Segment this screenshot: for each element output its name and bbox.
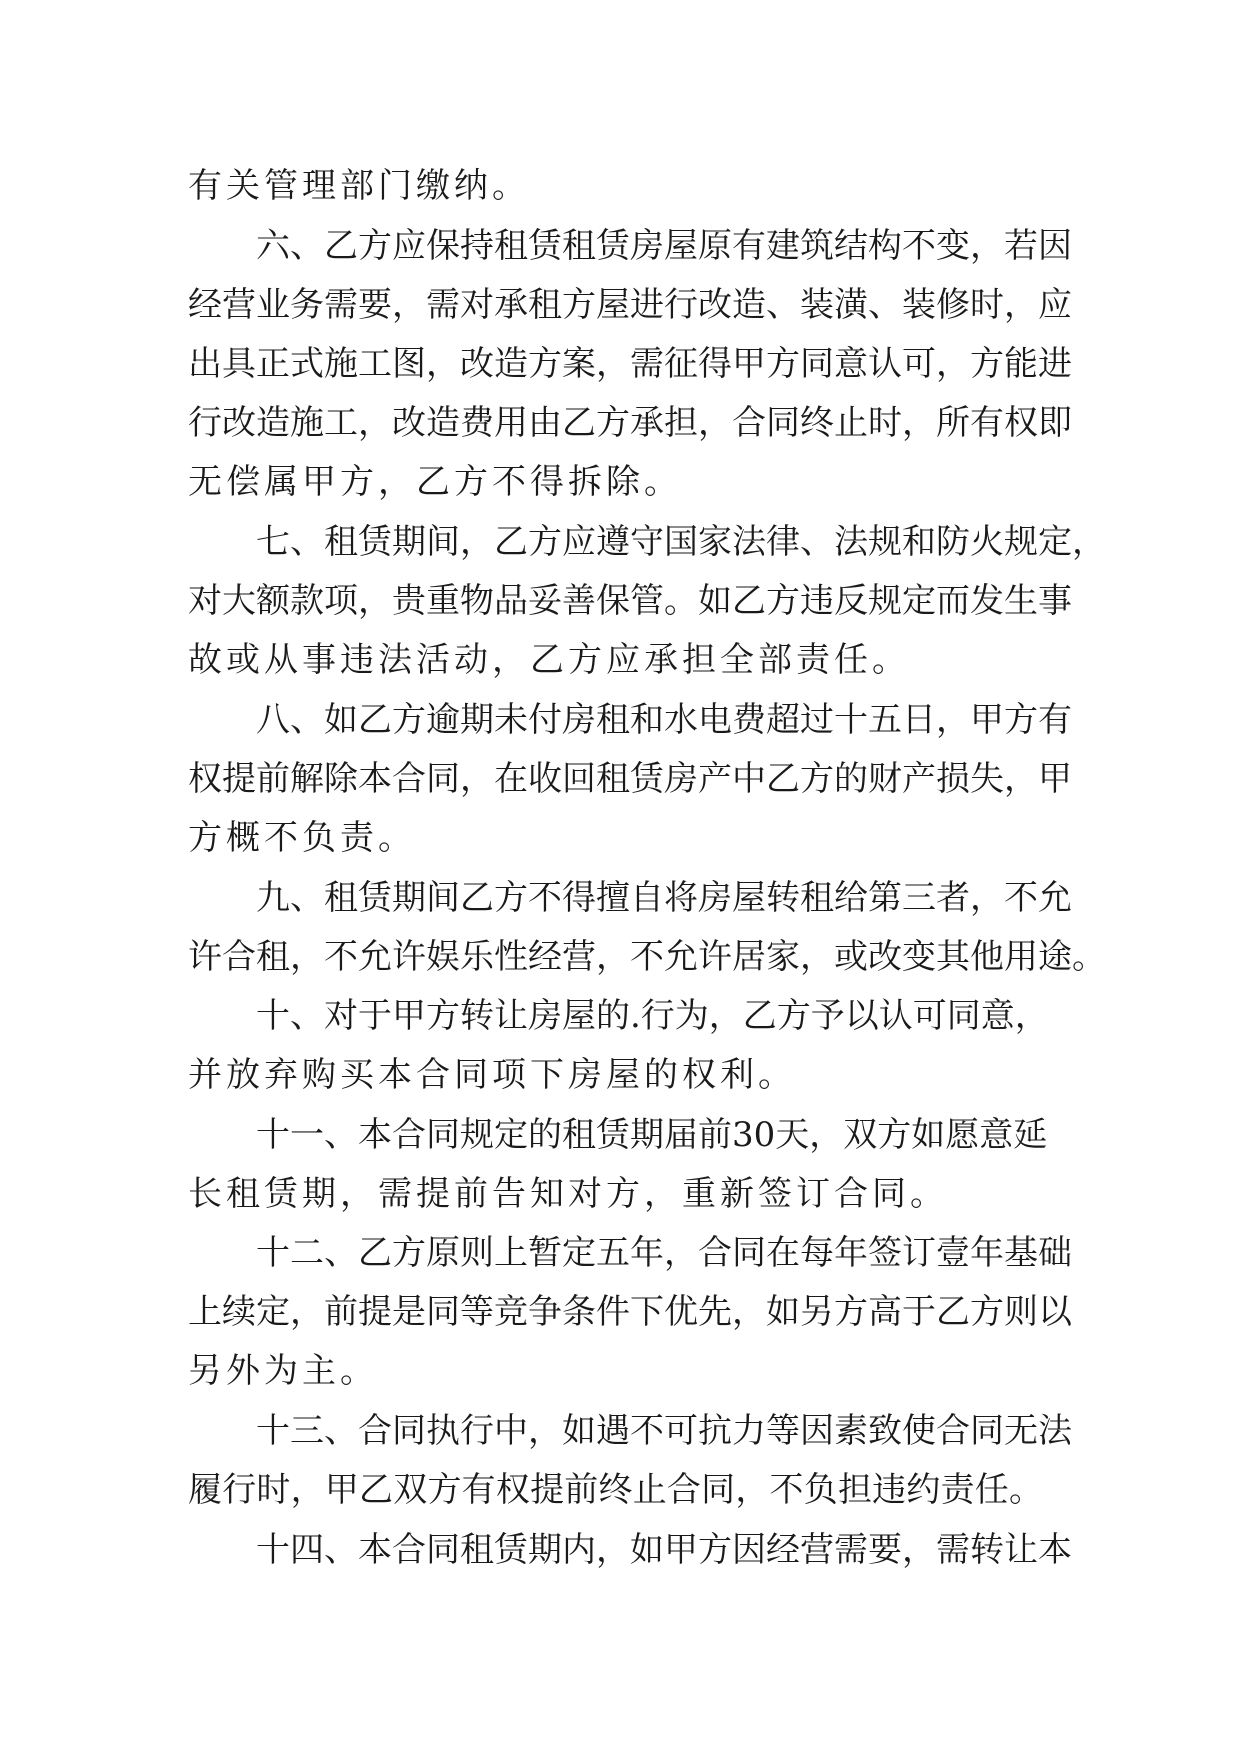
paragraph-8-line-2: 权提前解除本合同，在收回租赁房产中乙方的财产损失，甲 xyxy=(188,759,1072,799)
paragraph-7-line-1: 七、租赁期间，乙方应遵守国家法律、法规和防火规定， xyxy=(256,522,1106,562)
paragraph-12-line-2: 上续定，前提是同等竞争条件下优先，如另方高于乙方则以 xyxy=(188,1292,1072,1332)
paragraph-7-line-3: 故或从事违法活动，乙方应承担全部责任。 xyxy=(188,640,910,680)
paragraph-12-line-3: 另外为主。 xyxy=(188,1351,378,1391)
paragraph-11-line-2: 长租赁期，需提前告知对方，重新签订合同。 xyxy=(188,1174,948,1214)
paragraph-13-line-1: 十三、合同执行中，如遇不可抗力等因素致使合同无法 xyxy=(256,1411,1072,1451)
paragraph-6-line-3: 出具正式施工图，改造方案，需征得甲方同意认可，方能进 xyxy=(188,344,1072,384)
paragraph-6-line-2: 经营业务需要，需对承租方屋进行改造、装潢、装修时，应 xyxy=(188,285,1072,325)
paragraph-14-line-1: 十四、本合同租赁期内，如甲方因经营需要，需转让本 xyxy=(256,1530,1072,1570)
paragraph-7-line-2: 对大额款项，贵重物品妥善保管。如乙方违反规定而发生事 xyxy=(188,581,1072,621)
paragraph-10-line-1: 十、对于甲方转让房屋的.行为，乙方予以认可同意， xyxy=(256,996,1049,1036)
text-line-1: 有关管理部门缴纳。 xyxy=(188,166,530,206)
paragraph-8-line-1: 八、如乙方逾期未付房租和水电费超过十五日，甲方有 xyxy=(256,700,1072,740)
paragraph-8-line-3: 方概不负责。 xyxy=(188,818,416,858)
paragraph-9-line-1: 九、租赁期间乙方不得擅自将房屋转租给第三者，不允 xyxy=(256,878,1072,918)
paragraph-6-line-5: 无偿属甲方，乙方不得拆除。 xyxy=(188,462,682,502)
paragraph-11-line-1: 十一、本合同规定的租赁期届前30天，双方如愿意延 xyxy=(256,1115,1048,1155)
paragraph-6-line-1: 六、乙方应保持租赁租赁房屋原有建筑结构不变，若因 xyxy=(256,226,1072,266)
paragraph-10-line-2: 并放弃购买本合同项下房屋的权利。 xyxy=(188,1055,796,1095)
paragraph-13-line-2: 履行时，甲乙双方有权提前终止合同，不负担违约责任。 xyxy=(188,1470,1043,1510)
paragraph-12-line-1: 十二、乙方原则上暂定五年，合同在每年签订壹年基础 xyxy=(256,1233,1072,1273)
paragraph-9-line-2: 许合租，不允许娱乐性经营，不允许居家，或改变其他用途。 xyxy=(188,937,1106,977)
paragraph-6-line-4: 行改造施工，改造费用由乙方承担，合同终止时，所有权即 xyxy=(188,403,1072,443)
